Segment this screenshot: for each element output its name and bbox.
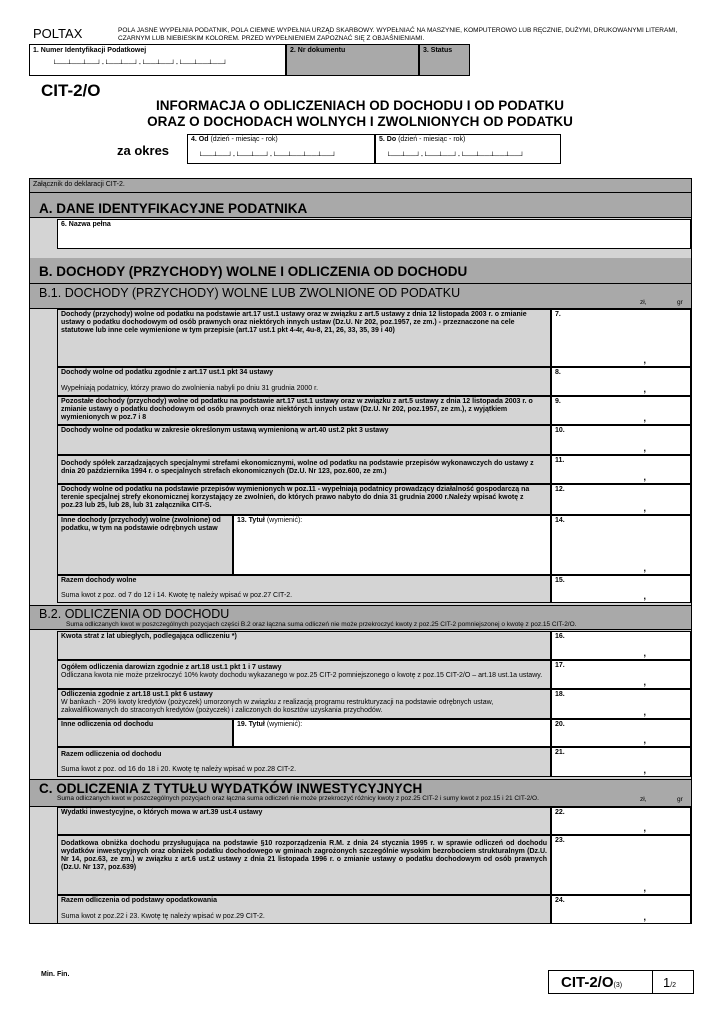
gr-label-c: gr — [677, 796, 683, 803]
field-23[interactable] — [551, 835, 691, 895]
field-14[interactable] — [551, 515, 691, 575]
field-13-label: 13. Tytuł — [237, 517, 265, 524]
field-24-num: 24. — [555, 897, 565, 904]
doc-number-field — [286, 44, 419, 76]
date-to-note: (dzień - miesiąc - rok) — [398, 136, 466, 143]
field-12-num: 12. — [555, 486, 565, 493]
name-field[interactable] — [57, 219, 691, 249]
row-18-label — [57, 689, 551, 719]
field-8-num: 8. — [555, 369, 561, 376]
row-24-note: Suma kwot z poz.22 i 23. Kwotę tę należy wpisać w poz.29 CIT-2. — [61, 913, 265, 920]
attachment-note: Załącznik do deklaracji CIT-2. — [30, 179, 691, 193]
field-23-comma: , — [643, 883, 646, 893]
row-11-label: Dochody spółek zarządzających specjalnymi strefami ekonomicznymi, wolne od podatku na podstawie przepisów wykonawczych do ustawy z dnia 20 października 1994 r. o specjalnych strefach ekonomicznych (Dz.U. Nr 123, poz.600, ze zm.) — [57, 455, 551, 484]
date-from-boxes: └──┴──┘-└──┴──┘-└──┴──┴──┴──┘ — [198, 153, 337, 160]
field-16-num: 16. — [555, 633, 565, 640]
date-from-field[interactable] — [187, 134, 375, 164]
row-22-label: Wydatki inwestycyjne, o których mowa w art.39 ust.4 ustawy — [57, 807, 551, 835]
section-b-title: B. DOCHODY (PRZYCHODY) WOLNE I ODLICZENIA OD DOCHODU — [30, 258, 691, 284]
field-17-comma: , — [643, 677, 646, 687]
section-b1-title: B.1. DOCHODY (PRZYCHODY) WOLNE LUB ZWOLNIONE OD PODATKU — [30, 284, 691, 309]
field-8-comma: , — [643, 384, 646, 394]
form-title-line1: INFORMACJA O ODLICZENIACH OD DOCHODU I OD PODATKU — [156, 98, 564, 113]
field-22-comma: , — [643, 823, 646, 833]
row-24-label — [57, 895, 551, 924]
field-22-num: 22. — [555, 809, 565, 816]
field-20-comma: , — [643, 735, 646, 745]
nip-label: 1. Numer Identyfikacji Podatkowej — [33, 47, 147, 54]
field-21[interactable] — [551, 747, 691, 777]
row-15-label — [57, 575, 551, 603]
field-15[interactable] — [551, 575, 691, 603]
fill-instructions: POLA JASNE WYPEŁNIA PODATNIK, POLA CIEMNE WYPEŁNIA URZĄD SKARBOWY. WYPEŁNIAĆ NA MASZYNIE, KOMPUTEROWO LUB RĘCZNIE, DUŻYMI, DRUKOWANYMI LITERAMI, CZARNYM LUB NIEBIESKIM KOLOREM. PRZED WYPEŁNIENIEM ZAPOZNAĆ SIĘ Z OBJAŚNIENIAMI. — [118, 27, 678, 42]
row-14-label: Inne dochody (przychody) wolne (zwolnione) od podatku, w tym na podstawie odrębnych ustaw — [57, 515, 233, 575]
field-13-title[interactable] — [233, 515, 551, 575]
field-17-num: 17. — [555, 662, 565, 669]
field-15-num: 15. — [555, 577, 565, 584]
row-17-title: Ogółem odliczenia darowizn zgodnie z art.18 ust.1 pkt 1 i 7 ustawy — [61, 664, 282, 671]
row-18-title: Odliczenia zgodnie z art.18 ust.1 pkt 6 ustawy — [61, 691, 213, 698]
section-b2-note: Suma odliczanych kwot w poszczególnych pozycjach części B.2 oraz łączna suma odliczeń nie może przekroczyć kwoty z poz.25 CIT-2 pomniejszonej o kwotę z poz.15 CIT-2/O. — [66, 621, 577, 628]
row-21-note: Suma kwot z poz. od 16 do 18 i 20. Kwotę tę należy wpisać w poz.28 CIT-2. — [61, 766, 297, 773]
row-8-title: Dochody wolne od podatku zgodnie z art.17 ust.1 pkt 34 ustawy — [61, 369, 273, 376]
row-7-label: Dochody (przychody) wolne od podatku na podstawie art.17 ust.1 ustawy oraz w związku z art.5 ustawy z dnia 12 listopada 2003 r. o zmianie ustawy o podatku dochodowym od osób prawnych oraz niektórych innych ustaw (Dz.U. Nr 202, poz.1957, ze zm.) - przeznaczone na cele statutowe lub inne cele wymienione w tym przepisie (art.17 ust.1 pkt 4-4r, 4u-8, 21, 26, 33, 35, 39 i 40) — [57, 309, 551, 367]
field-19-label: 19. Tytuł — [237, 721, 265, 728]
row-18-note: W bankach - 20% kwoty kredytów (pożyczek) umorzonych w związku z realizacją programu restrukturyzacji na podstawie odrębnych ustaw, zakwalifikowanych do straconych kredytów (pożyczek) i zaliczonych do kosztów uzyskania przychodów. — [61, 699, 494, 714]
page-number: 1 — [663, 975, 671, 990]
field-19-title[interactable] — [233, 719, 551, 747]
field-12-comma: , — [643, 503, 646, 513]
field-14-comma: , — [643, 563, 646, 573]
field-23-num: 23. — [555, 837, 565, 844]
nip-field[interactable] — [29, 44, 286, 76]
field-18[interactable] — [551, 689, 691, 719]
zl-label: zł, — [640, 299, 647, 306]
row-24-title: Razem odliczenia od podstawy opodatkowania — [61, 897, 217, 904]
field-10[interactable] — [551, 425, 691, 455]
field-9-comma: , — [643, 413, 646, 423]
nip-boxes: └──┴──┴──┘-└──┴──┘-└──┴──┘-└──┴──┴──┘ — [52, 61, 228, 68]
field-11[interactable] — [551, 455, 691, 484]
date-to-boxes: └──┴──┘-└──┴──┘-└──┴──┴──┴──┘ — [386, 153, 525, 160]
field-20-num: 20. — [555, 721, 565, 728]
field-24[interactable] — [551, 895, 691, 924]
form-title-line2: ORAZ O DOCHODACH WOLNYCH I ZWOLNIONYCH OD PODATKU — [147, 114, 573, 129]
date-from-label: 4. Od — [191, 136, 209, 143]
row-12-label: Dochody wolne od podatku na podstawie przepisów wymienionych w poz.11 - wypełniają podatnicy prowadzący działalność gospodarczą na terenie specjalnej strefy ekonomicznej korzystający ze zwolnień, do których prawo nabyto do dnia 31 grudnia 2000 r.Należy wpisać kwotę z poz.23 lub 25, lub 28, lub 31 załącznika CIT-S. — [57, 484, 551, 515]
row-20-label: Inne odliczenia od dochodu — [57, 719, 233, 747]
field-7-comma: , — [643, 355, 646, 365]
section-c-title: C. ODLICZENIA Z TYTUŁU WYDATKÓW INWESTYCYJNYCH — [39, 781, 423, 796]
zl-label-c: zł, — [640, 796, 647, 803]
field-24-comma: , — [643, 912, 646, 922]
field-11-comma: , — [643, 472, 646, 482]
brand-poltax: POLTAX — [33, 26, 83, 41]
date-from-note: (dzień - miesiąc - rok) — [210, 136, 278, 143]
row-17-note: Odliczana kwota nie może przekroczyć 10% kwoty dochodu wykazanego w poz.25 CIT-2 pomniejszonego o kwotę z poz.15 CIT-2/O – art.18 ust.1a ustawy. — [61, 672, 543, 679]
section-b2-header — [30, 605, 691, 630]
row-16-label: Kwota strat z lat ubiegłych, podlegająca odliczeniu *) — [57, 631, 551, 660]
field-15-comma: , — [643, 591, 646, 601]
field-21-comma: , — [643, 765, 646, 775]
row-23-label: Dodatkowa obniżka dochodu przysługująca na podstawie §10 rozporządzenia R.M. z dnia 24 stycznia 1995 r. w sprawie odliczeń od dochodu wydatków inwestycyjnych oraz obniżek podatku dochodowego w gminach zagrożonych szczególnie wysokim bezrobociem strukturalnym (Dz.U. Nr 14, poz.63, ze zm.) w związku z art.6 ust.2 ustawy z dnia 21 listopada 1996 r. o zmianie ustawy o podatku dochodowym od osób prawnych (Dz.U. Nr 137, poz.639) — [57, 835, 551, 895]
section-b2-title: B.2. ODLICZENIA OD DOCHODU — [39, 607, 230, 621]
min-fin-label: Min. Fin. — [41, 971, 70, 978]
field-12[interactable] — [551, 484, 691, 515]
field-17[interactable] — [551, 660, 691, 689]
field-7-num: 7. — [555, 311, 561, 318]
field-18-num: 18. — [555, 691, 565, 698]
form-title — [60, 98, 660, 130]
field-19-note: (wymienić): — [266, 721, 303, 728]
row-9-label: Pozostałe dochody (przychody) wolne od podatku na podstawie art.17 ust.1 ustawy oraz w związku z art.5 ustawy z dnia 12 listopada 2003 r. o zmianie ustawy o podatku dochodowym od osób prawnych oraz niektórych innych ustaw (Dz.U. Nr 202, poz.1957, ze zm.), z wyjątkiem wymienionych w poz.7 i 8 — [57, 396, 551, 425]
row-15-title: Razem dochody wolne — [61, 577, 137, 584]
field-11-num: 11. — [555, 457, 565, 464]
field-9[interactable] — [551, 396, 691, 425]
period-label: za okres — [117, 143, 170, 158]
row-15-note: Suma kwot z poz. od 7 do 12 i 14. Kwotę tę należy wpisać w poz.27 CIT-2. — [61, 592, 293, 599]
field-18-comma: , — [643, 707, 646, 717]
page-indicator — [663, 975, 676, 990]
field-22[interactable] — [551, 807, 691, 835]
doc-number-label: 2. Nr dokumentu — [290, 47, 346, 54]
row-8-note: Wypełniają podatnicy, którzy prawo do zwolnienia nabyli po dniu 31 grudnia 2000 r. — [61, 385, 319, 392]
field-16[interactable] — [551, 631, 691, 660]
row-8-label — [57, 367, 551, 396]
footer-form-id — [561, 974, 622, 991]
field-14-num: 14. — [555, 517, 565, 524]
row-17-label — [57, 660, 551, 689]
footer-divider — [652, 971, 653, 993]
footer-form-id-box — [548, 970, 694, 994]
name-label: 6. Nazwa pełna — [61, 221, 111, 228]
section-a-title: A. DANE IDENTYFIKACYJNE PODATNIKA — [30, 193, 691, 218]
status-field — [419, 44, 470, 76]
field-10-comma: , — [643, 443, 646, 453]
footer-form-id-text: CIT-2/O — [561, 974, 614, 991]
row-21-title: Razem odliczenia od dochodu — [61, 751, 162, 758]
field-9-num: 9. — [555, 398, 561, 405]
footer-form-ver: (3) — [613, 982, 623, 989]
gr-label: gr — [677, 299, 683, 306]
page-total: /2 — [670, 982, 677, 989]
form-body — [29, 178, 692, 924]
section-c-note: Suma odliczanych kwot w poszczególnych pozycjach oraz łączna suma odliczeń nie może przekroczyć różnicy kwoty z poz.25 CIT-2 i sumy kwot z poz.15 i 21 CIT-2/O. — [57, 795, 539, 802]
field-20[interactable] — [551, 719, 691, 747]
section-c-header — [30, 779, 691, 807]
date-to-label: 5. Do — [379, 136, 397, 143]
field-21-num: 21. — [555, 749, 565, 756]
status-label: 3. Status — [423, 47, 453, 54]
field-10-num: 10. — [555, 427, 565, 434]
field-7[interactable] — [551, 309, 691, 367]
field-8[interactable] — [551, 367, 691, 396]
row-21-label — [57, 747, 551, 777]
field-16-comma: , — [643, 648, 646, 658]
date-to-field[interactable] — [375, 134, 561, 164]
form-id: CIT-2/O — [41, 81, 101, 100]
row-10-label: Dochody wolne od podatku w zakresie określonym ustawą wymienioną w art.40 ust.2 pkt 3 ustawy — [57, 425, 551, 455]
field-13-note: (wymienić): — [266, 517, 303, 524]
